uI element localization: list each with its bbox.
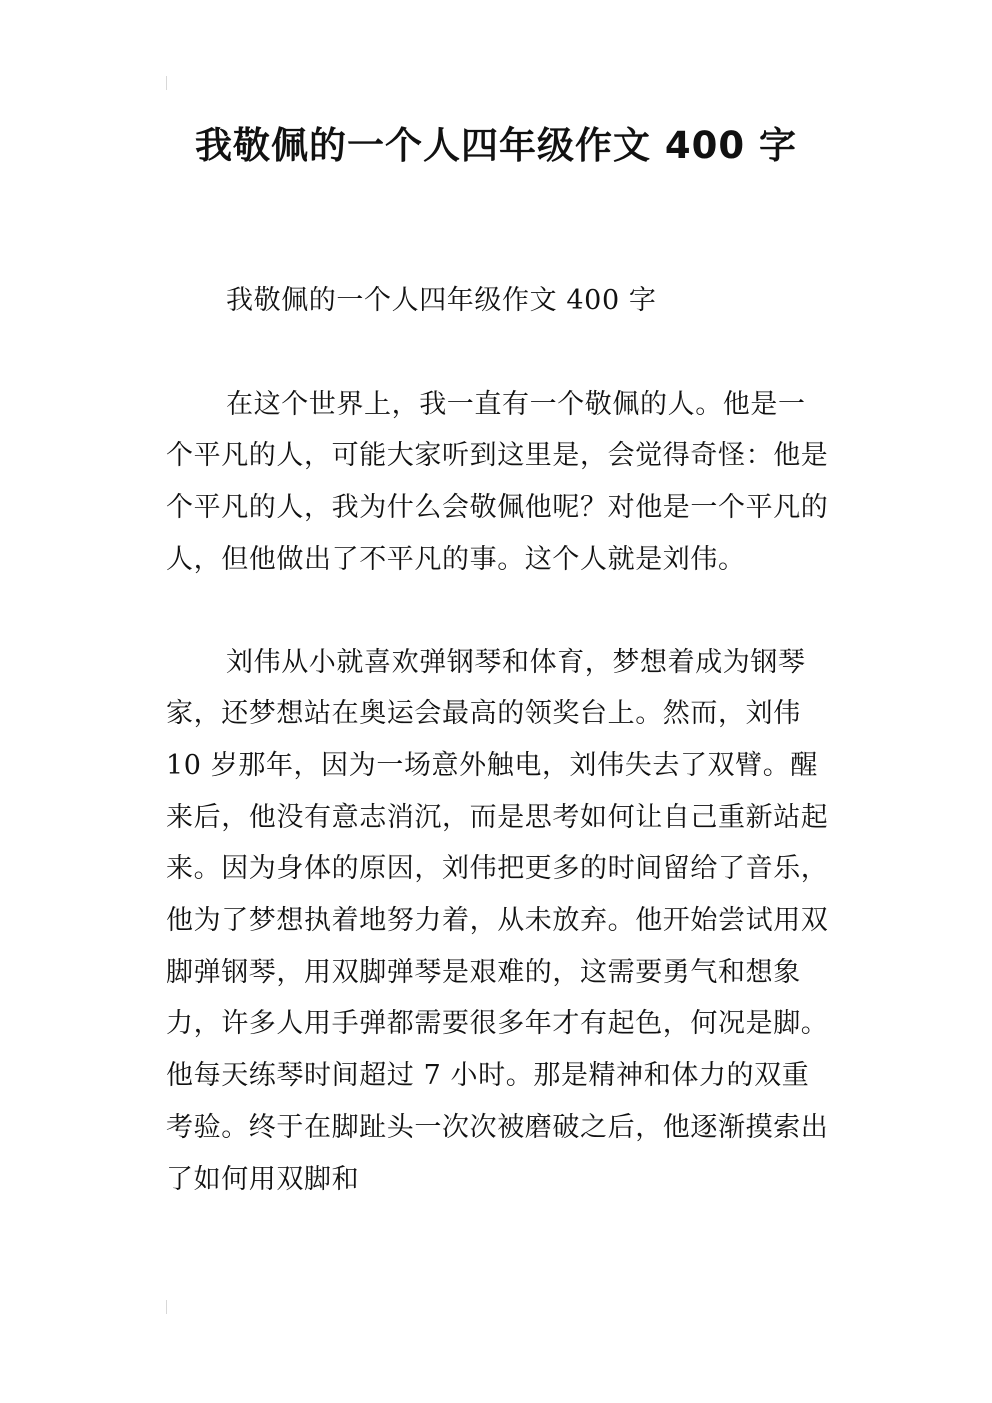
document-subtitle: 我敬佩的一个人四年级作文 400 字 — [226, 285, 657, 316]
page-corner-mark — [166, 1300, 167, 1314]
paragraph-1: 在这个世界上，我一直有一个敬佩的人。他是一个平凡的人，可能大家听到这里是，会觉得奇怪：他是个平凡的人，我为什么会敬佩他呢？对他是一个平凡的人，但他做出了不平凡的事。这个人就是刘伟。 — [166, 388, 829, 575]
page-corner-mark — [166, 76, 167, 90]
paragraph-2: 刘伟从小就喜欢弹钢琴和体育，梦想着成为钢琴家，还梦想站在奥运会最高的领奖台上。然而，刘伟 10 岁那年，因为一场意外触电，刘伟失去了双臂。醒来后，他没有意志消沉，而是思考如何让自己重新站起来。因为身体的原因，刘伟把更多的时间留给了音乐，他为了梦想执着地努力着，从未放弃。他开始尝试用双脚弹钢琴，用双脚弹琴是艰难的，这需要勇气和想象力，许多人用手弹都需要很多年才有起色，何况是脚。他每天练琴时间超过 7 小时。那是精神和体力的双重考验。终于在脚趾头一次次被磨破之后，他逐渐摸索出了如何用双脚和 — [166, 646, 829, 1195]
document-title: 我敬佩的一个人四年级作文 400 字 — [195, 124, 797, 167]
document-body — [166, 275, 830, 1205]
